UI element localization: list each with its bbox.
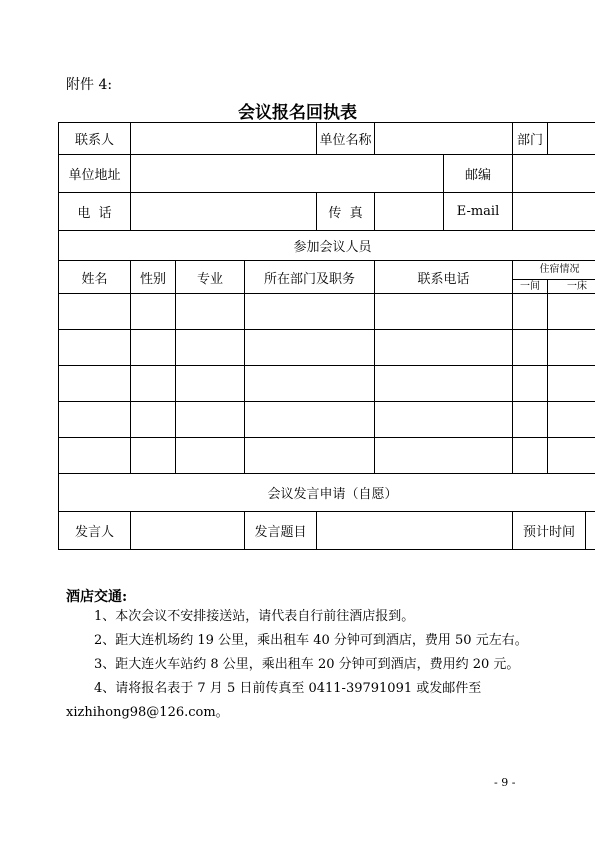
col-one-bed-header: 一床 [548, 280, 595, 294]
department-label: 部门 [513, 123, 548, 155]
hotel-item-2: 2、距大连机场约 19 公里，乘出租车 40 分钟可到酒店，费用 50 元左右。 [94, 633, 528, 648]
fax-label: 传 真 [317, 193, 375, 231]
participant-row [59, 366, 595, 402]
department-field[interactable] [548, 123, 595, 155]
participant-phone-cell[interactable] [375, 402, 513, 438]
unit-name-label: 单位名称 [317, 123, 375, 155]
phone-field[interactable] [131, 193, 317, 231]
participant-name-cell[interactable] [59, 330, 131, 366]
participant-room-cell[interactable] [513, 294, 548, 330]
participant-room-cell[interactable] [513, 366, 548, 402]
participant-room-cell[interactable] [513, 402, 548, 438]
participant-gender-cell[interactable] [131, 366, 176, 402]
page-title: 会议报名回执表 [238, 103, 357, 123]
page-number: - 9 - [494, 776, 516, 789]
participant-phone-cell[interactable] [375, 294, 513, 330]
participant-phone-cell[interactable] [375, 438, 513, 474]
participants-section-title: 参加会议人员 [59, 231, 595, 261]
postcode-label: 邮编 [444, 155, 513, 193]
fax-field[interactable] [375, 193, 444, 231]
participant-row [59, 294, 595, 330]
col-gender-header: 性别 [131, 261, 176, 294]
email-field[interactable] [513, 193, 595, 231]
address-field[interactable] [131, 155, 444, 193]
participant-name-cell[interactable] [59, 366, 131, 402]
registration-form-table [58, 122, 595, 550]
contact-label: 联系人 [59, 123, 131, 155]
participant-room-cell[interactable] [513, 438, 548, 474]
hotel-transport-heading: 酒店交通: [66, 589, 128, 605]
participant-bed-cell[interactable] [548, 366, 595, 402]
hotel-item-4-email: xizhihong98@126.com。 [66, 705, 229, 720]
participant-major-cell[interactable] [176, 330, 245, 366]
participant-phone-cell[interactable] [375, 330, 513, 366]
participant-dept-cell[interactable] [245, 366, 375, 402]
col-dept-position-header: 所在部门及职务 [245, 261, 375, 294]
participant-name-cell[interactable] [59, 294, 131, 330]
participant-bed-cell[interactable] [548, 330, 595, 366]
participant-gender-cell[interactable] [131, 330, 176, 366]
participant-gender-cell[interactable] [131, 438, 176, 474]
col-accommodation-header: 住宿情况 [513, 261, 595, 280]
participant-dept-cell[interactable] [245, 438, 375, 474]
phone-label: 电 话 [59, 193, 131, 231]
participant-gender-cell[interactable] [131, 402, 176, 438]
estimated-time-field[interactable] [586, 512, 595, 550]
hotel-item-4: 4、请将报名表于 7 月 5 日前传真至 0411-39791091 或发邮件至 [94, 681, 482, 696]
participant-major-cell[interactable] [176, 366, 245, 402]
participant-row [59, 402, 595, 438]
contact-field[interactable] [131, 123, 317, 155]
address-label: 单位地址 [59, 155, 131, 193]
col-contact-phone-header: 联系电话 [375, 261, 513, 294]
participant-row [59, 438, 595, 474]
speaker-label: 发言人 [59, 512, 131, 550]
postcode-field[interactable] [513, 155, 595, 193]
estimated-time-label: 预计时间 [513, 512, 586, 550]
participant-gender-cell[interactable] [131, 294, 176, 330]
hotel-item-1: 1、本次会议不安排接送站，请代表自行前往酒店报到。 [94, 609, 415, 624]
participant-bed-cell[interactable] [548, 402, 595, 438]
participant-name-cell[interactable] [59, 402, 131, 438]
attachment-label: 附件 4: [66, 77, 113, 93]
participant-major-cell[interactable] [176, 294, 245, 330]
participant-room-cell[interactable] [513, 330, 548, 366]
unit-name-field[interactable] [375, 123, 513, 155]
participant-major-cell[interactable] [176, 402, 245, 438]
topic-label: 发言题目 [245, 512, 317, 550]
col-name-header: 姓名 [59, 261, 131, 294]
topic-field[interactable] [317, 512, 513, 550]
participant-phone-cell[interactable] [375, 366, 513, 402]
email-label: E-mail [444, 193, 513, 231]
participant-bed-cell[interactable] [548, 294, 595, 330]
participant-dept-cell[interactable] [245, 402, 375, 438]
col-one-room-header: 一间 [513, 280, 548, 294]
hotel-item-3: 3、距大连火车站约 8 公里，乘出租车 20 分钟可到酒店，费用约 20 元。 [94, 657, 520, 672]
participant-name-cell[interactable] [59, 438, 131, 474]
participant-dept-cell[interactable] [245, 294, 375, 330]
participant-row [59, 330, 595, 366]
participant-dept-cell[interactable] [245, 330, 375, 366]
speaker-field[interactable] [131, 512, 245, 550]
speech-section-title: 会议发言申请（自愿） [59, 474, 595, 512]
participant-major-cell[interactable] [176, 438, 245, 474]
participant-bed-cell[interactable] [548, 438, 595, 474]
col-major-header: 专业 [176, 261, 245, 294]
